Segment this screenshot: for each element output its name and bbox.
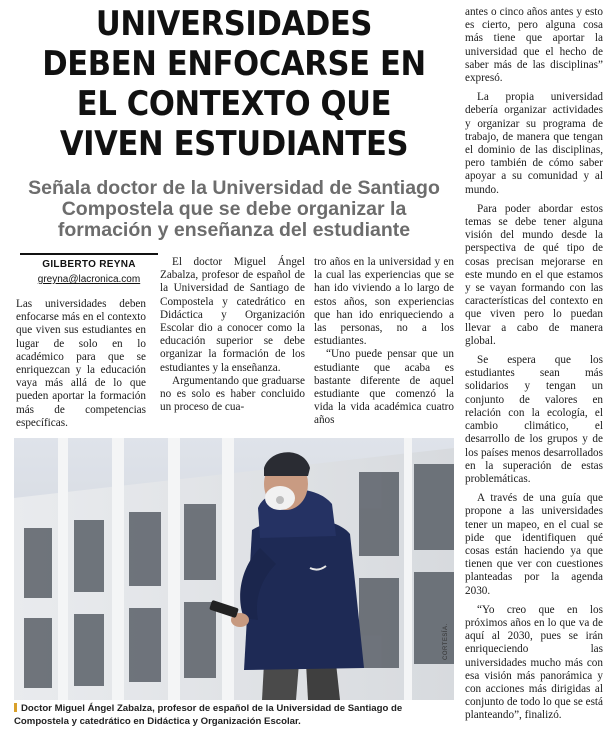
headline: UNIVERSIDADES DEBEN ENFOCARSE EN EL CONTEXTO QUE VIVEN ESTUDIANTES (42, 4, 426, 164)
paragraph: La propia universidad debería organizar actividades y organizar su programa de trabajo, de manera que tengan el dominio de las disciplinas, pero también de cómo saber apoyar a su comunidad y al mundo. (465, 91, 603, 196)
article-column-1 (16, 298, 146, 430)
byline (20, 253, 158, 285)
author-name: GILBERTO REYNA (42, 259, 136, 270)
caption-marker (14, 703, 17, 712)
article-column-4 (465, 6, 603, 723)
paragraph: El doctor Miguel Ángel Zabalza, profesor de español de la Universidad de Santiago de Compostela y catedrático en Didáctica y Organización Escolar dio a conocer como la educación superior se debe organizar la formación de los estudiantes y la enseñanza. (160, 256, 305, 374)
paragraph: “Uno puede pensar que un estudiante que acaba es bastante diferente de aquel estudiante que comenzó la vida la vida académica cuatro años (314, 348, 454, 427)
photo-illustration (14, 438, 454, 700)
paragraph: Para poder abordar estos temas se debe tener alguna visión del mundo desde la perspectiva de qué tipo de cosas precisan mejorarse en este mundo en el que estamos y se vayan formando con las características del contexto en que viven pero lo puedan llevar a cabo de manera global. (465, 202, 603, 347)
paragraph: antes o cinco años antes y esto es cierto, pero alguna cosa más tiene que aportar la universidad que el hecho de saber más de las disciplinas” expresó. (465, 6, 603, 85)
article-column-3 (314, 256, 454, 428)
photo-credit: CORTESÍA. (443, 623, 449, 660)
paragraph: Se espera que los estudiantes sean más solidarios y tengan un conjunto de valores en relación con la ecología, el cambio climático, el desarrollo de los grupos y de los países menos desarrollados en la superación de estas problemáticas. (465, 354, 603, 485)
paragraph: tro años en la universidad y en la cual las experiencias que se han ido viviendo a lo largo de estos años, son experiencias que han ido enriqueciendo a las personas, no a los estudiantes. (314, 256, 454, 348)
paragraph: “Yo creo que en los próximos años en lo que va de aquí al 2030, pues se irán enriqueciendo las universidades mucho más con esa visión más panorámica y con acciones más dirigidas al conjunto de todo lo que se está planteando”, finalizó. (465, 603, 603, 722)
subheadline: Señala doctor de la Universidad de Santiago Compostela que se debe organizar la formación y enseñanza del estudiante (28, 177, 440, 241)
author-email-link[interactable]: greyna@lacronica.com (37, 274, 141, 285)
paragraph: A través de una guía que propone a las universidades tener un mapeo, en el cual se pide que identifiquen qué cosas están haciendo ya que tienen que ver con cuestiones planteadas por la agenda 2030. (465, 492, 603, 597)
paragraph: Las universidades deben enfocarse más en el contexto que viven sus estudiantes en lugar de solo en lo académico para que se enriquezcan y la educación vaya más allá de lo que pueden aportar la formación más de competencias específicas. (16, 298, 146, 429)
article-column-2 (160, 256, 305, 414)
photo-caption (14, 703, 454, 728)
article-photo (14, 438, 454, 700)
caption-text: Doctor Miguel Ángel Zabalza, profesor de español de la Universidad de Santiago de Compostela y catedrático en Didáctica y Organización Escolar. (14, 703, 403, 727)
paragraph: Argumentando que graduarse no es solo es haber concluido un proceso de cua- (160, 374, 305, 414)
